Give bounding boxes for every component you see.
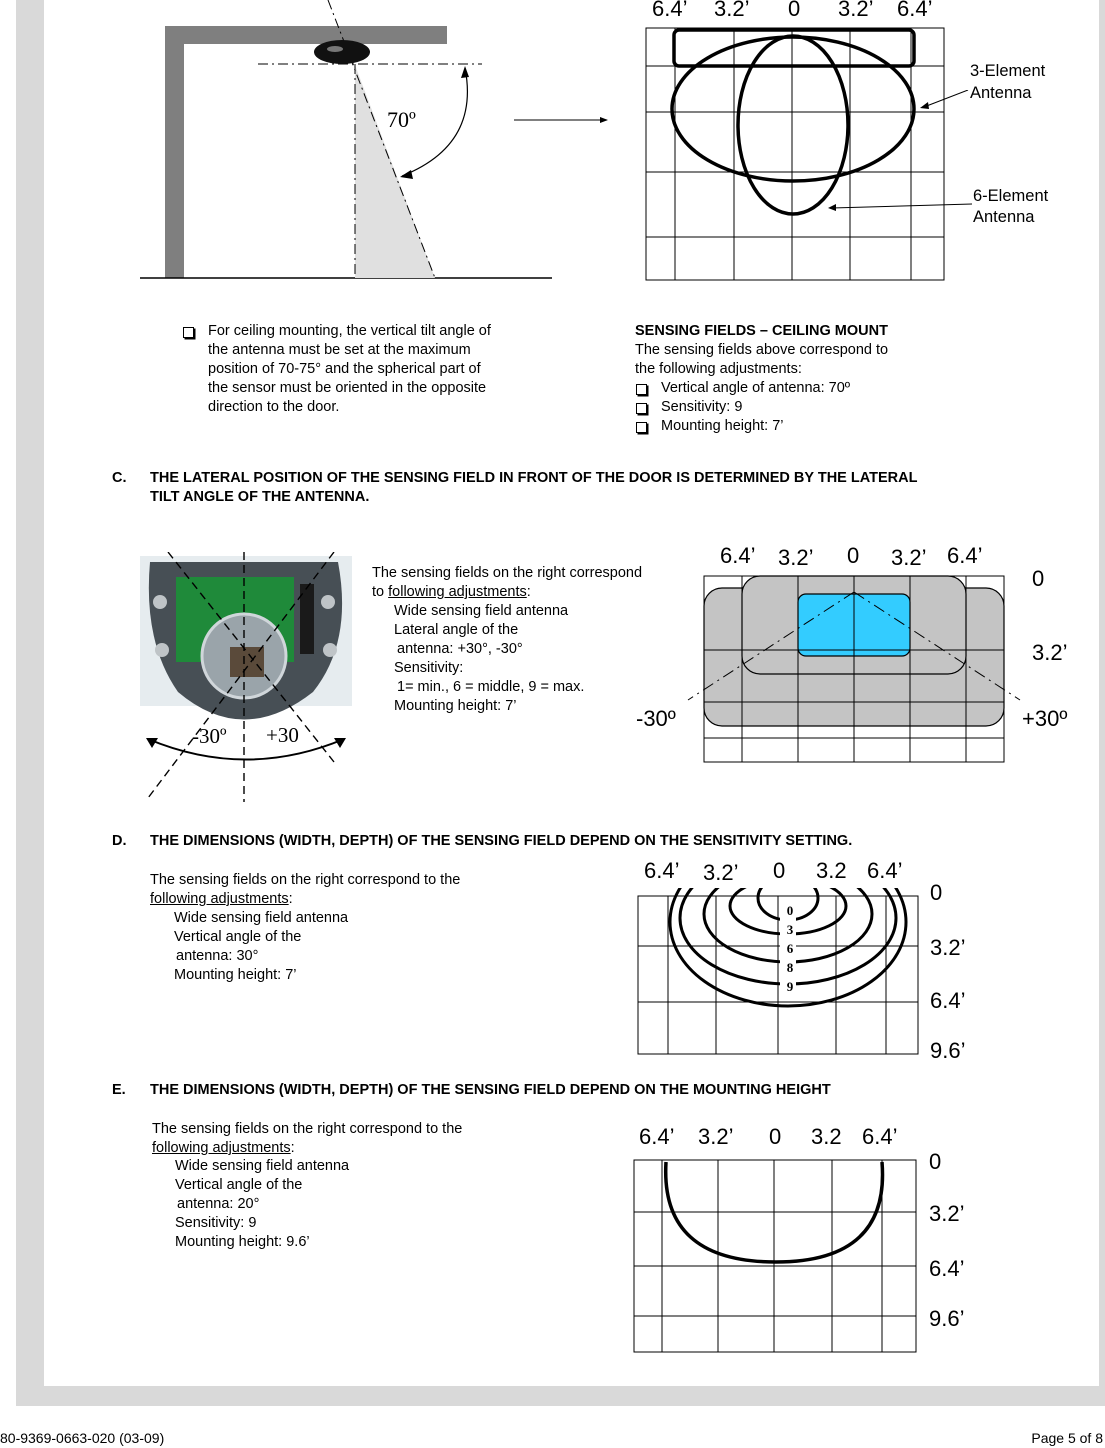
sensitivity-field-grid (630, 888, 930, 1058)
sensing-fields-ceiling: SENSING FIELDS – CEILING MOUNT The sensing fields above correspond to the following adjustments: (635, 323, 889, 377)
e-top-label-2: 3.2’ (698, 1124, 734, 1149)
section-e-intro: The sensing fields on the right correspond to the following adjustments: (152, 1121, 463, 1156)
section-d-heading: THE DIMENSIONS (WIDTH, DEPTH) OF THE SENSING FIELD DEPEND ON THE SENSITIVITY SETTING. (150, 833, 853, 849)
doc-number: 80-9369-0663-020 (03-09) (0, 1430, 165, 1446)
mounting-height-field-grid (626, 1152, 926, 1356)
c-top-label-2: 3.2’ (778, 545, 814, 570)
sensitivity-level-9: 9 (786, 979, 794, 994)
d-right-label-4: 9.6’ (930, 1038, 966, 1063)
sensitivity-level-6: 6 (786, 941, 794, 956)
section-d-adjustments: Wide sensing field antenna Vertical angle of the antenna: 30° Mounting height: 7’ (174, 910, 349, 983)
d-right-label-3: 6.4’ (930, 988, 966, 1013)
d-right-label-2: 3.2’ (930, 935, 966, 960)
b-top-label-2: 3.2’ (714, 0, 750, 21)
c-top-label-1: 6.4’ (720, 543, 756, 568)
e-top-label-5: 6.4’ (862, 1124, 898, 1149)
page-number: Page 5 of 8 (1031, 1430, 1103, 1446)
sensitivity-level-0: 0 (786, 903, 794, 918)
photo-left-angle: -30º (192, 724, 227, 748)
b-top-label-1: 6.4’ (652, 0, 688, 21)
checkbox-icon (636, 422, 647, 433)
c-top-label-5: 6.4’ (947, 543, 983, 568)
fields-item-1: Vertical angle of antenna: 70º (661, 380, 851, 396)
section-d-intro: The sensing fields on the right correspond to the following adjustments: (150, 872, 461, 907)
c-top-label-4: 3.2’ (891, 545, 927, 570)
e-right-label-4: 9.6’ (929, 1306, 965, 1331)
wall-post (165, 26, 184, 278)
e-top-label-4: 3.2 (811, 1124, 842, 1149)
ceiling-mount-note: For ceiling mounting, the vertical tilt angle of the antenna must be set at the maximum position of 70-75° and the spherical part of the sensor must be oriented in the opposite direction to the door. (208, 323, 491, 415)
antenna-pointers (820, 90, 980, 220)
sensitivity-level-3: 3 (786, 922, 794, 937)
e-top-label-1: 6.4’ (639, 1124, 675, 1149)
e-top-label-3: 0 (769, 1124, 782, 1149)
sensor-dome (314, 40, 370, 64)
tilt-angle-label: 70º (387, 107, 416, 132)
c-left-angle: -30º (636, 706, 676, 731)
fields-item-2: Sensitivity: 9 (661, 399, 743, 415)
section-e-adjustments: Wide sensing field antenna Vertical angle of the antenna: 20° Sensitivity: 9 Mounting height: 9.6’ (175, 1158, 350, 1250)
c-top-label-3: 0 (847, 543, 860, 568)
section-e-letter: E. (112, 1082, 126, 1098)
d-top-label-4: 3.2 (816, 858, 847, 883)
d-top-label-3: 0 (773, 858, 786, 883)
section-c-intro: The sensing fields on the right correspond to following adjustments: (372, 565, 643, 600)
c-right-angle: +30º (1022, 706, 1068, 731)
d-top-label-2: 3.2’ (703, 860, 739, 885)
photo-right-angle: +30 (266, 723, 299, 747)
sensor-photo (138, 552, 360, 804)
section-e-heading: THE DIMENSIONS (WIDTH, DEPTH) OF THE SENSING FIELD DEPEND ON THE MOUNTING HEIGHT (150, 1082, 831, 1098)
d-top-label-1: 6.4’ (644, 858, 680, 883)
six-element-label: 6-Element Antenna (973, 187, 1049, 226)
b-top-label-3: 0 (788, 0, 801, 21)
d-top-label-5: 6.4’ (867, 858, 903, 883)
e-right-label-3: 6.4’ (929, 1256, 965, 1281)
checkbox-icon (183, 327, 194, 338)
section-c-adjustments: Wide sensing field antenna Lateral angle of the antenna: +30°, -30° Sensitivity: 1= min., 6 = middle, 9 = max. Mounting height: 7’ (394, 603, 585, 714)
lateral-field-grid (628, 562, 1028, 764)
b-top-label-5: 6.4’ (897, 0, 933, 21)
b-top-label-4: 3.2’ (838, 0, 874, 21)
section-c-heading: THE LATERAL POSITION OF THE SENSING FIELD IN FRONT OF THE DOOR IS DETERMINED BY THE LATERAL TILT ANGLE OF THE ANTENNA. (150, 470, 918, 505)
section-d-letter: D. (112, 833, 127, 849)
section-c-letter: C. (112, 470, 127, 486)
d-right-label-1: 0 (930, 880, 943, 905)
e-right-label-1: 0 (929, 1149, 942, 1174)
e-right-label-2: 3.2’ (929, 1201, 965, 1226)
c-right-label-1: 0 (1032, 566, 1045, 591)
sensitivity-level-8: 8 (786, 960, 794, 975)
arrow-right (512, 112, 612, 128)
three-element-label: 3-Element Antenna (970, 62, 1046, 102)
ceiling-mount-diagram (130, 0, 560, 285)
ceiling-beam (165, 26, 447, 44)
fields-item-3: Mounting height: 7’ (661, 418, 784, 434)
c-right-label-2: 3.2’ (1032, 640, 1068, 665)
checkbox-icon (636, 403, 647, 414)
checkbox-icon (636, 384, 647, 395)
